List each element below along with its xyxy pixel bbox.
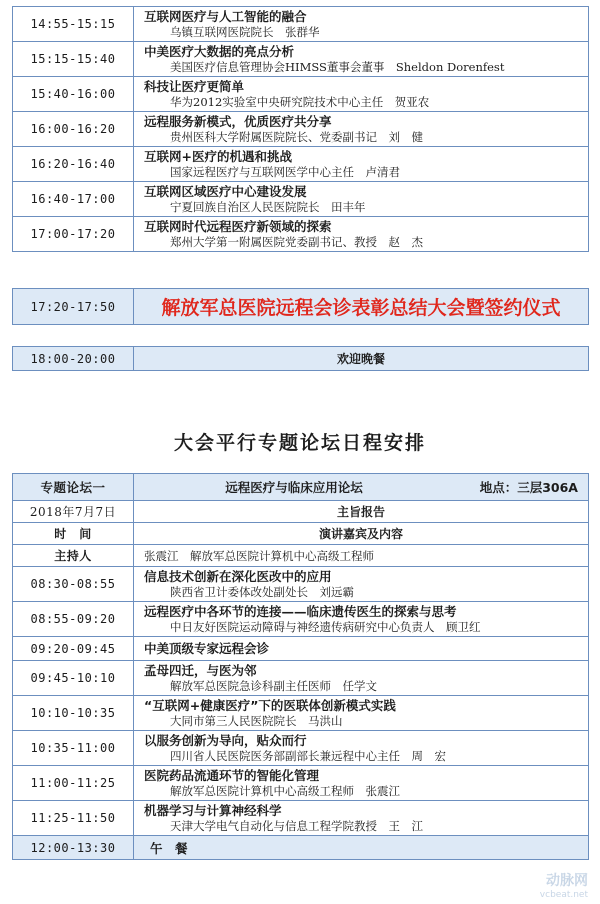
forum-session-cell — [134, 661, 589, 696]
watermark-site: vcbeat.net — [539, 890, 588, 900]
forum-session-time: 10:35-11:00 — [13, 731, 134, 766]
forum-session-cell — [134, 637, 589, 661]
schedule-row — [13, 112, 589, 147]
forum-row — [13, 731, 589, 766]
session-speaker: 美国医疗信息管理协会HIMSS董事会董事 Sheldon Dorenfest — [170, 60, 505, 74]
session-speaker: 贵州医科大学附属医院院长、党委副书记 刘 健 — [170, 130, 423, 144]
session-cell — [134, 112, 589, 147]
session-cell — [134, 147, 589, 182]
session-cell — [134, 182, 589, 217]
forum-row — [13, 661, 589, 696]
host-label: 主持人 — [13, 545, 134, 567]
session-cell — [134, 42, 589, 77]
forum-session-cell — [134, 567, 589, 602]
forum-session-time: 09:45-10:10 — [13, 661, 134, 696]
schedule-row — [13, 147, 589, 182]
forum-report: 主旨报告 — [134, 501, 589, 523]
forum-session-title: 医院药品流通环节的智能化管理 — [144, 768, 320, 783]
forum-session-title: 以服务创新为导向，贴众而行 — [144, 733, 307, 748]
dinner-title: 欢迎晚餐 — [134, 347, 589, 371]
session-speaker: 华为2012实验室中央研究院技术中心主任 贺亚农 — [170, 95, 430, 109]
schedule-row — [13, 7, 589, 42]
forum-session-cell — [134, 766, 589, 801]
host-name: 张震江 解放军总医院计算机中心高级工程师 — [134, 545, 589, 567]
forum-row — [13, 766, 589, 801]
forum-row — [13, 801, 589, 836]
forum-session-speaker: 四川省人民医院医务部副部长兼远程中心主任 周 宏 — [170, 749, 446, 763]
forum-name: 专题论坛一 — [13, 474, 134, 501]
forum-session-time: 10:10-10:35 — [13, 696, 134, 731]
forum-session-title: 中美顶级专家远程会诊 — [144, 641, 270, 656]
forum-header-cell — [134, 474, 589, 501]
forum-session-time: 08:30-08:55 — [13, 567, 134, 602]
forum-session-speaker: 解放军总医院计算机中心高级工程师 张震江 — [170, 784, 400, 798]
forum-session-time: 11:00-11:25 — [13, 766, 134, 801]
schedule-row — [13, 182, 589, 217]
forum-topic: 远程医疗与临床应用论坛 — [225, 480, 363, 495]
ceremony-table — [12, 288, 589, 325]
forum-session-speaker: 解放军总医院急诊科副主任医师 任学文 — [170, 679, 377, 693]
forum-session-cell — [134, 602, 589, 637]
forum-location: 地点：三层306A — [479, 480, 578, 495]
forum-row — [13, 567, 589, 602]
dinner-time: 18:00-20:00 — [13, 347, 134, 371]
forum-session-cell — [134, 696, 589, 731]
ceremony-title: 解放军总医院远程会诊表彰总结大会暨签约仪式 — [134, 289, 589, 325]
forum-session-speaker: 大同市第三人民医院院长 马洪山 — [170, 714, 343, 728]
lunch-time: 12:00-13:30 — [13, 836, 134, 860]
forum-session-cell — [134, 801, 589, 836]
forum-session-title: “互联网+健康医疗”下的医联体创新模式实践 — [144, 698, 396, 713]
session-title: 互联网时代远程医疗新领域的探索 — [144, 219, 332, 234]
forum-date: 2018年7月7日 — [13, 501, 134, 523]
forum-session-title: 孟母四迁，与医为邻 — [144, 663, 257, 678]
col-content-header: 演讲嘉宾及内容 — [134, 523, 589, 545]
col-time-header: 时 间 — [13, 523, 134, 545]
lunch-row — [13, 836, 589, 860]
dinner-table — [12, 346, 589, 371]
watermark-brand: 动脉网 — [546, 873, 588, 889]
session-speaker: 国家远程医疗与互联网医学中心主任 卢清君 — [170, 165, 400, 179]
forum-session-cell — [134, 731, 589, 766]
session-title: 互联网+医疗的机遇和挑战 — [144, 149, 292, 164]
section-title: 大会平行专题论坛日程安排 — [173, 432, 426, 454]
forum-session-title: 信息技术创新在深化医改中的应用 — [144, 569, 332, 584]
session-title: 远程服务新模式，优质医疗共分享 — [144, 114, 332, 129]
session-cell — [134, 217, 589, 252]
schedule-row — [13, 77, 589, 112]
session-cell — [134, 77, 589, 112]
lunch-title: 午 餐 — [134, 836, 589, 860]
session-time: 15:15-15:40 — [13, 42, 134, 77]
forum-session-speaker: 天津大学电气自动化与信息工程学院教授 王 江 — [170, 819, 423, 833]
session-title: 科技让医疗更简单 — [144, 79, 245, 94]
forum-session-speaker: 中日友好医院运动障碍与神经遗传病研究中心负责人 顾卫红 — [170, 620, 481, 634]
session-cell — [134, 7, 589, 42]
session-time: 17:00-17:20 — [13, 217, 134, 252]
session-speaker: 宁夏回族自治区人民医院院长 田丰年 — [170, 200, 366, 214]
forum-row — [13, 696, 589, 731]
forum-session-title: 远程医疗中各环节的连接——临床遗传医生的探索与思考 — [144, 604, 457, 619]
forum-row — [13, 637, 589, 661]
schedule-row — [13, 217, 589, 252]
forum-row — [13, 602, 589, 637]
schedule-row — [13, 42, 589, 77]
forum-session-title: 机器学习与计算神经科学 — [144, 803, 282, 818]
session-title: 互联网医疗与人工智能的融合 — [144, 9, 307, 24]
forum-session-time: 09:20-09:45 — [13, 637, 134, 661]
session-title: 互联网区域医疗中心建设发展 — [144, 184, 307, 199]
session-time: 16:20-16:40 — [13, 147, 134, 182]
session-title: 中美医疗大数据的亮点分析 — [144, 44, 295, 59]
session-speaker: 乌镇互联网医院院长 张群华 — [170, 25, 320, 39]
forum-session-time: 08:55-09:20 — [13, 602, 134, 637]
ceremony-time: 17:20-17:50 — [13, 289, 134, 325]
forum-table — [12, 473, 589, 860]
forum-session-speaker: 陕西省卫计委体改处副处长 刘远霸 — [170, 585, 354, 599]
forum-session-time: 11:25-11:50 — [13, 801, 134, 836]
session-time: 14:55-15:15 — [13, 7, 134, 42]
session-time: 16:40-17:00 — [13, 182, 134, 217]
watermark — [540, 874, 588, 902]
schedule-top-table — [12, 6, 589, 252]
session-speaker: 郑州大学第一附属医院党委副书记、教授 赵 杰 — [170, 235, 423, 249]
session-time: 15:40-16:00 — [13, 77, 134, 112]
session-time: 16:00-16:20 — [13, 112, 134, 147]
